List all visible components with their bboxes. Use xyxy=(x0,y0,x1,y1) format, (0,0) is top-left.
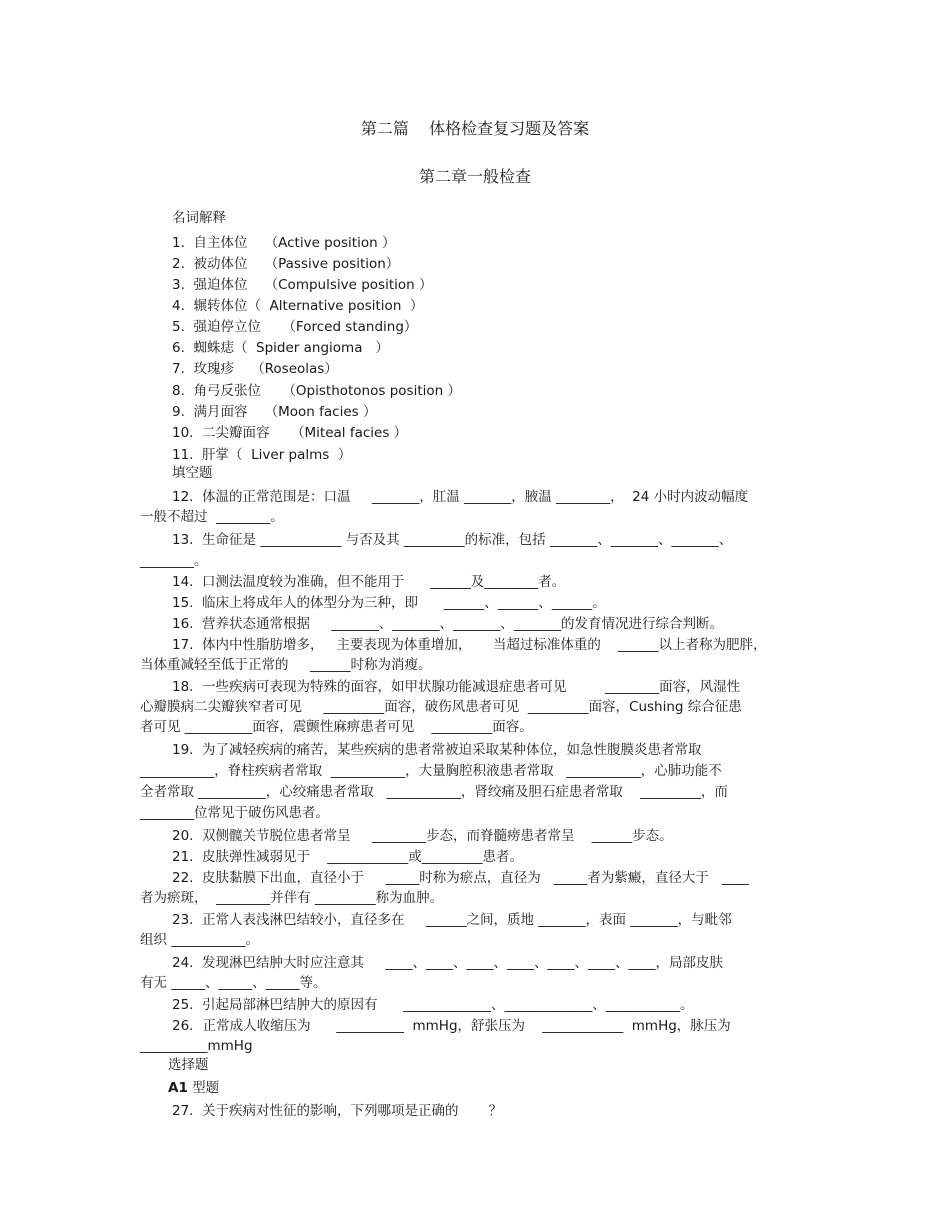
question-line: 全者常取 __________，心绞痛患者常取 ___________，肾绞痛及胆石症患者常取 _________，而 xyxy=(140,784,728,800)
question-line: 22. 皮肤黏膜下出血，直径小于 _____时称为瘀点，直径为 _____者为紫癜，直径大于 ____ xyxy=(172,870,749,886)
question-line: 20. 双侧髋关节脱位患者常呈 ________步态，而脊髓痨患者常呈 ______步态。 xyxy=(172,828,673,844)
question-line: ________。 xyxy=(140,553,208,569)
question-line: 者可见 __________面容，震颤性麻痹患者可见 _________面容。 xyxy=(140,719,533,735)
question-line: 13. 生命征是 ____________ 与否及其 _________的标准，包括 _______、_______、_______、 xyxy=(172,532,733,548)
question-line: 19. 为了减轻疾病的痛苦，某些疾病的患者常被迫采取某种体位，如急性腹膜炎患者常取 xyxy=(172,742,702,758)
section-heading-choice: 选择题 xyxy=(168,1057,209,1073)
question-line: 26．正常成人收缩压为 __________ mmHg，舒张压为 ____________ mmHg，脉压为 xyxy=(172,1018,731,1034)
definition-item: 3. 强迫体位 （Compulsive position ） xyxy=(172,277,433,293)
definition-item: 8. 角弓反张位 （Opisthotonos position ） xyxy=(172,383,461,399)
question-line: 组织 ___________。 xyxy=(140,932,260,948)
question-line: 者为瘀斑， ________并伴有 _________称为血肿。 xyxy=(140,890,444,906)
a1-label: A1 xyxy=(168,1080,188,1096)
question-line: 14. 口测法温度较为准确，但不能用于 ______及________者。 xyxy=(172,574,566,590)
question-line: 12. 体温的正常范围是：口温 _______，肛温 _______，腋温 ________， 24 小时内波动幅度 xyxy=(172,489,749,505)
question-line: 23. 正常人表浅淋巴结较小，直径多在 ______之间，质地 _______，表面 _______，与毗邻 xyxy=(172,912,732,928)
chapter-title: 第二章一般检查 xyxy=(418,167,531,186)
section-heading-definitions: 名词解释 xyxy=(172,210,226,226)
question-line: 一般不超过 ________。 xyxy=(140,509,284,525)
definition-item: 7. 玫瑰疹 （Roseolas） xyxy=(172,361,338,377)
section-heading-fill-blank: 填空题 xyxy=(172,465,213,481)
question-line: 当体重减轻至低于正常的 ______时称为消瘦。 xyxy=(140,657,432,673)
question-line: 24. 发现淋巴结肿大时应注意其 ____、____、____、____、____、____、____，局部皮肤 xyxy=(172,955,724,971)
question-line: 25. 引起局部淋巴结肿大的原因有 _____________、_____________、___________。 xyxy=(172,997,694,1013)
definition-item: 9. 满月面容 （Moon facies ） xyxy=(172,404,377,420)
question-line: ___________，脊柱疾病者常取 ___________，大量胸腔积液患者常取 ___________，心肺功能不 xyxy=(140,763,722,779)
question-line: ________位常见于破伤风患者。 xyxy=(140,805,329,821)
document-title: 第二篇 体格检查复习题及答案 xyxy=(360,119,590,138)
question-line: 有无 _____、_____、_____等。 xyxy=(140,975,327,991)
question-line: 16. 营养状态通常根据 _______、_______、_______、_______的发育情况进行综合判断。 xyxy=(172,616,724,632)
question-line: 心瓣膜病二尖瓣狭窄者可见 _________面容，破伤风患者可见 _________面容，Cushing 综合征患 xyxy=(140,699,742,715)
section-heading-a1 xyxy=(168,1078,950,1099)
question-line: 15. 临床上将成年人的体型分为三种，即 ______、______、______。 xyxy=(172,595,606,611)
definition-item: 1. 自主体位 （Active position ） xyxy=(172,235,396,251)
question-line: 27. 关于疾病对性征的影响，下列哪项是正确的 ？ xyxy=(172,1103,503,1119)
definition-item: 6. 蜘蛛痣（ Spider angioma ） xyxy=(172,340,389,356)
question-line: 18. 一些疾病可表现为特殊的面容，如甲状腺功能减退症患者可见 ________面容，风湿性 xyxy=(172,679,741,695)
definition-item: 10. 二尖瓣面容 （Miteal facies ） xyxy=(172,425,408,441)
definition-item: 2. 被动体位 （Passive position） xyxy=(172,256,400,272)
question-line: __________mmHg xyxy=(140,1038,253,1054)
definition-item: 11. 肝掌（ Liver palms ） xyxy=(172,447,352,463)
question-line: 17. 体内中性脂肪增多， 主要表现为体重增加， 当超过标准体重的 ______以上者称为肥胖， xyxy=(172,637,767,653)
definition-item: 4. 辗转体位（ Alternative position ） xyxy=(172,298,424,314)
question-line: 21. 皮肤弹性减弱见于 ____________或_________患者。 xyxy=(172,849,523,865)
definition-item: 5. 强迫停立位 （Forced standing） xyxy=(172,319,418,335)
a1-suffix: 型题 xyxy=(187,1080,220,1096)
